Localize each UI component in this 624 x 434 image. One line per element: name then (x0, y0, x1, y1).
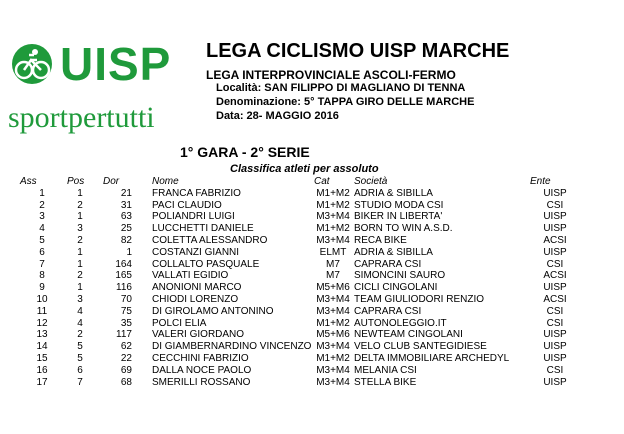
cell-dor: 164 (115, 258, 132, 270)
cell-cat: M1+M2 (316, 223, 350, 235)
cell-cat: M1+M2 (316, 199, 350, 211)
table-row (0, 200, 624, 212)
cell-soc: STUDIO MODA CSI (354, 199, 444, 211)
cell-dor: 22 (120, 352, 132, 364)
cell-ente: ACSI (543, 270, 567, 282)
cell-nome: DI GIAMBERNARDINO VINCENZO (152, 341, 312, 353)
page-title: LEGA CICLISMO UISP MARCHE (206, 40, 510, 62)
cell-nome: LUCCHETTI DANIELE (152, 223, 254, 235)
cell-nome: FRANCA FABRIZIO (152, 187, 241, 199)
table-row (0, 270, 624, 282)
cell-ente: CSI (546, 364, 564, 376)
cell-cat: M3+M4 (316, 305, 350, 317)
cell-ass: 17 (36, 376, 48, 388)
cell-dor: 21 (120, 187, 132, 199)
cell-cat: M5+M6 (316, 329, 350, 341)
cell-pos: 2 (77, 234, 83, 246)
cell-pos: 2 (77, 270, 83, 282)
table-row (0, 306, 624, 318)
cell-ente: UISP (543, 341, 567, 353)
cell-ass: 11 (36, 305, 48, 317)
cell-ente: ACSI (543, 293, 567, 305)
cell-ass: 9 (39, 282, 45, 294)
cell-soc: AUTONOLEGGIO.IT (354, 317, 447, 329)
cell-ass: 5 (39, 234, 45, 246)
cell-dor: 82 (120, 234, 132, 246)
cell-dor: 35 (120, 317, 132, 329)
cell-ente: UISP (543, 211, 567, 223)
date-line: Data: 28- MAGGIO 2016 (216, 110, 339, 122)
table-row (0, 211, 624, 223)
cell-ente: UISP (543, 223, 567, 235)
cell-nome: POLIANDRI LUIGI (152, 211, 235, 223)
cell-nome: CHIODI LORENZO (152, 293, 239, 305)
cell-pos: 4 (77, 305, 83, 317)
cell-cat: M3+M4 (316, 234, 350, 246)
cell-cat: M3+M4 (316, 364, 350, 376)
cell-pos: 5 (77, 341, 83, 353)
event-name-line: Denominazione: 5° TAPPA GIRO DELLE MARCHE (216, 96, 475, 108)
table-row (0, 259, 624, 271)
cell-dor: 25 (120, 223, 132, 235)
header-ente: Ente (530, 176, 551, 187)
cell-ass: 2 (39, 199, 45, 211)
cell-cat: M1+M2 (316, 317, 350, 329)
cell-pos: 3 (77, 223, 83, 235)
cell-pos: 1 (77, 246, 83, 258)
cell-cat: M3+M4 (316, 376, 350, 388)
cell-ass: 14 (36, 341, 48, 353)
header-nome: Nome (152, 176, 179, 187)
table-row (0, 282, 624, 294)
cell-nome: DALLA NOCE PAOLO (152, 364, 252, 376)
header-cat: Cat (314, 176, 330, 187)
cell-ass: 10 (36, 293, 48, 305)
table-row (0, 247, 624, 259)
cell-cat: M1+M2 (316, 352, 350, 364)
cell-soc: CICLI CINGOLANI (354, 282, 438, 294)
cell-soc: DELTA IMMOBILIARE ARCHEDYL (354, 352, 510, 364)
cell-cat: M7 (326, 258, 340, 270)
cell-nome: COLLALTO PASQUALE (152, 258, 260, 270)
cell-soc: VELO CLUB SANTEGIDIESE (354, 341, 487, 353)
cell-dor: 69 (120, 364, 132, 376)
table-row (0, 318, 624, 330)
cell-soc: STELLA BIKE (354, 376, 417, 388)
cell-nome: ANONIONI MARCO (152, 282, 242, 294)
cell-ass: 15 (36, 352, 48, 364)
cell-nome: VALERI GIORDANO (152, 329, 245, 341)
cell-ass: 7 (39, 258, 45, 270)
cell-ente: CSI (546, 305, 564, 317)
cell-soc: ADRIA & SIBILLA (354, 246, 433, 258)
cell-soc: TEAM GIULIODORI RENZIO (354, 293, 485, 305)
cell-ente: UISP (543, 352, 567, 364)
cell-pos: 1 (77, 282, 83, 294)
cell-nome: VALLATI EGIDIO (152, 270, 229, 282)
cell-cat: M7 (326, 270, 340, 282)
cell-soc: BIKER IN LIBERTA' (354, 211, 443, 223)
table-row (0, 341, 624, 353)
cell-ass: 16 (36, 364, 48, 376)
cell-cat: M3+M4 (316, 341, 350, 353)
cell-pos: 1 (77, 187, 83, 199)
cell-ass: 8 (39, 270, 45, 282)
cell-dor: 116 (116, 282, 132, 294)
cell-cat: ELMT (319, 246, 347, 258)
table-row (0, 329, 624, 341)
results-table (0, 176, 624, 388)
cell-ente: ACSI (543, 234, 567, 246)
header-ass: Ass (20, 176, 37, 187)
cell-ente: UISP (543, 246, 567, 258)
table-row (0, 188, 624, 200)
cell-ente: CSI (546, 199, 564, 211)
cell-soc: ADRIA & SIBILLA (354, 187, 433, 199)
cell-pos: 6 (77, 364, 83, 376)
cell-ente: CSI (546, 317, 564, 329)
cell-pos: 7 (77, 376, 83, 388)
cell-nome: COSTANZI GIANNI (152, 246, 240, 258)
table-row (0, 223, 624, 235)
cell-pos: 1 (77, 258, 83, 270)
cell-pos: 3 (77, 293, 83, 305)
cell-dor: 75 (120, 305, 132, 317)
cell-dor: 62 (120, 341, 132, 353)
cell-dor: 70 (120, 293, 132, 305)
cell-ente: CSI (546, 258, 564, 270)
logo-top (6, 38, 171, 90)
cell-cat: M3+M4 (316, 211, 350, 223)
cell-pos: 2 (77, 329, 83, 341)
cell-ass: 12 (36, 317, 48, 329)
cell-ente: UISP (543, 376, 567, 388)
cell-soc: RECA BIKE (354, 234, 407, 246)
cell-soc: SIMONCINI SAURO (354, 270, 446, 282)
cell-pos: 2 (77, 199, 83, 211)
cell-dor: 1 (126, 246, 132, 258)
race-title: 1° GARA - 2° SERIE (180, 144, 310, 160)
table-row (0, 365, 624, 377)
cell-pos: 5 (77, 352, 83, 364)
cell-nome: COLETTA ALESSANDRO (152, 234, 268, 246)
cell-pos: 4 (77, 317, 83, 329)
cell-ente: UISP (543, 329, 567, 341)
location-line: Località: SAN FILIPPO DI MAGLIANO DI TENNA (216, 82, 466, 94)
cell-cat: M1+M2 (316, 187, 350, 199)
header-dor: Dor (103, 176, 120, 187)
table-row (0, 377, 624, 389)
cell-pos: 1 (77, 211, 83, 223)
cell-nome: PACI CLAUDIO (152, 199, 222, 211)
cell-ass: 4 (39, 223, 45, 235)
logo-brand: UISP (60, 38, 172, 90)
table-row (0, 235, 624, 247)
cell-ass: 6 (39, 246, 45, 258)
table-body (0, 188, 624, 389)
cell-dor: 165 (115, 270, 132, 282)
cell-cat: M3+M4 (316, 293, 350, 305)
cell-dor: 31 (120, 199, 132, 211)
cell-cat: M5+M6 (316, 282, 350, 294)
cell-ente: UISP (543, 282, 567, 294)
cell-nome: POLCI ELIA (152, 317, 207, 329)
race-subtitle: Classifica atleti per assoluto (230, 163, 379, 175)
cell-ass: 3 (39, 211, 45, 223)
cell-dor: 63 (120, 211, 132, 223)
cell-dor: 117 (116, 329, 132, 341)
cell-ass: 13 (36, 329, 48, 341)
cell-nome: DI GIROLAMO ANTONINO (152, 305, 274, 317)
page-subtitle: LEGA INTERPROVINCIALE ASCOLI-FERMO (206, 68, 456, 82)
cyclist-icon (10, 42, 54, 86)
cell-ass: 1 (39, 187, 45, 199)
table-row (0, 294, 624, 306)
cell-ente: UISP (543, 187, 567, 199)
cell-dor: 68 (120, 376, 132, 388)
cell-soc: BORN TO WIN A.S.D. (354, 223, 453, 235)
cell-nome: SMERILLI ROSSANO (152, 376, 251, 388)
table-header (0, 176, 624, 188)
header-pos: Pos (67, 176, 85, 187)
cell-nome: CECCHINI FABRIZIO (152, 352, 249, 364)
cell-soc: MELANIA CSI (354, 364, 417, 376)
header-soc: Società (354, 176, 388, 187)
cell-soc: CAPRARA CSI (354, 305, 422, 317)
cell-soc: NEWTEAM CINGOLANI (354, 329, 463, 341)
cell-soc: CAPRARA CSI (354, 258, 422, 270)
uisp-logo (6, 38, 206, 138)
logo-tagline: sportpertutti (8, 101, 155, 134)
table-row (0, 353, 624, 365)
